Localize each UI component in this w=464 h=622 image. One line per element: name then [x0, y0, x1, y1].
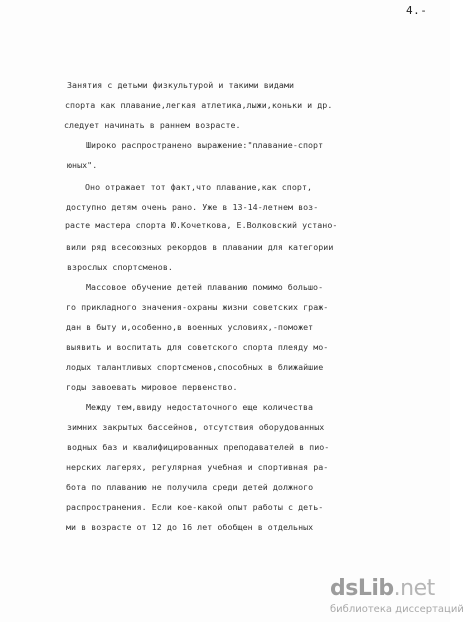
text-line: Широко распространено выражение:"плавание-спорт [86, 140, 324, 150]
text-line: следует начинать в раннем возрасте. [64, 120, 241, 130]
text-line: нерских лагерях, регулярная учебная и спортивная ра- [66, 462, 329, 472]
watermark-logo-suffix: .net [393, 576, 435, 601]
text-line: распространения. Если кое-какой опыт работы с деть- [66, 502, 324, 512]
watermark-logo [330, 576, 435, 601]
text-line: годы завоевать мировое первенство. [66, 382, 238, 392]
watermark-logo-main: dsLib [330, 576, 394, 601]
watermark [330, 576, 464, 620]
text-line: Между тем,ввиду недостаточного еще количества [86, 402, 314, 412]
text-line: выявить и воспитать для советского спорта плеяду мо- [66, 342, 329, 352]
text-line: расте мастера спорта Ю.Кочеткова, Е.Волковский устано- [65, 220, 338, 230]
watermark-subtitle: библиотека диссертаций [330, 604, 464, 615]
text-line: лодых талантливых спортсменов,способных в ближайшие [66, 362, 324, 372]
text-line: зимних закрытых бассейнов, отсутствия оборудованных [67, 422, 325, 432]
text-line: го прикладного значения-охраны жизни советских граж- [66, 302, 329, 312]
text-line: дан в быту и,особенно,в военных условиях,-поможет [66, 322, 314, 332]
text-line: ми в возрасте от 12 до 16 лет обобщен в отдельных [66, 522, 314, 532]
text-line: вили ряд всесоюзных рекордов в плавании для категории [66, 242, 334, 252]
text-line: Массовое обучение детей плаванию помимо большо- [86, 282, 324, 292]
text-line: юных". [67, 160, 98, 170]
text-line: бота по плаванию не получила среди детей должного [66, 482, 314, 492]
text-line: Оно отражает тот факт,что плавание,как спорт, [85, 182, 313, 192]
text-line: взрослых спортсменов. [67, 262, 173, 272]
page-number: 4.- [406, 4, 428, 17]
text-line: водных баз и квалифицированных преподавателей в пио- [67, 442, 330, 452]
text-line: спорта как плавание,легкая атлетика,лыжи,коньки и др. [65, 100, 333, 110]
text-line: Занятия с детьми физкультурой и такими видами [67, 80, 295, 90]
text-line: доступно детям очень рано. Уже в 13-14-летнем воз- [66, 202, 319, 212]
